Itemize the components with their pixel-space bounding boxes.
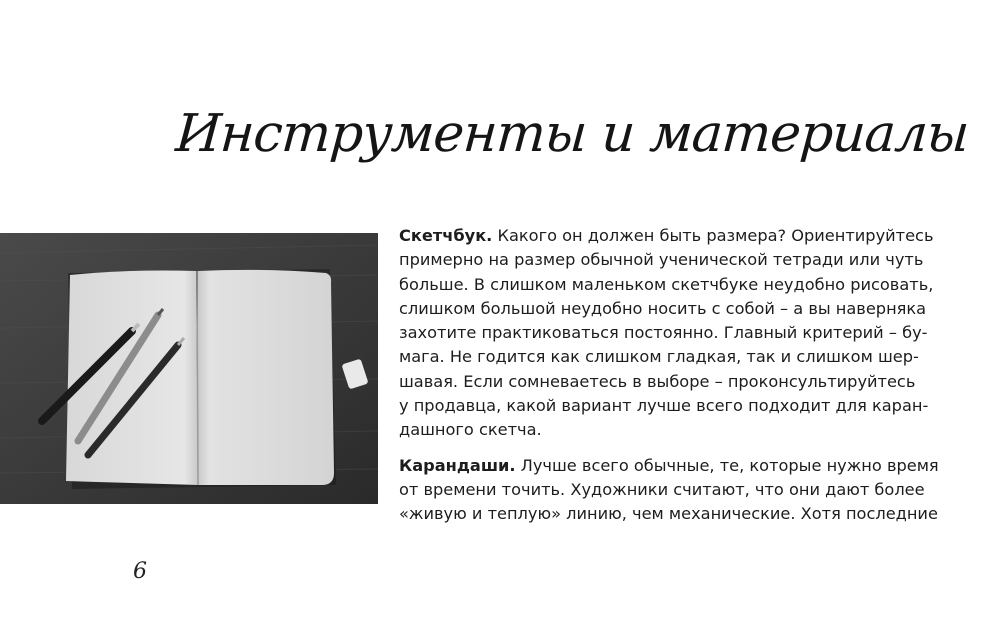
text-line: примерно на размер обычной ученической тетради или чуть	[399, 250, 924, 270]
text-line: больше. В слишком маленьком скетчбуке неудобно рисовать,	[399, 274, 934, 294]
text-line: шавая. Если сомневаетесь в выборе – проконсультируйтесь	[399, 371, 916, 391]
text-line: дашного скетча.	[399, 420, 542, 440]
text-line: «живую и теплую» линию, чем механические. Хотя последние	[399, 504, 938, 524]
term-pencils: Карандаши.	[399, 455, 516, 475]
text-line: Карандаши. Лучше всего обычные, те, которые нужно время	[399, 455, 939, 475]
page-number: 6	[133, 559, 147, 584]
text-line: у продавца, какой вариант лучше всего подходит для каран-	[399, 396, 929, 416]
text-line: от времени точить. Художники считают, что они дают более	[399, 479, 925, 499]
body-text	[399, 224, 939, 538]
text-line: слишком большой неудобно носить с собой – а вы наверняка	[399, 298, 927, 318]
text-line: Скетчбук. Какого он должен быть размера? Ориентируйтесь	[399, 226, 934, 245]
notebook-photo	[0, 233, 378, 504]
text-line: захотите практиковаться постоянно. Главный критерий – бу-	[399, 323, 928, 343]
paragraph-sketchbook	[399, 224, 934, 443]
paragraph-pencils	[399, 454, 939, 527]
text-line: мага. Не годится как слишком гладкая, так и слишком шер-	[399, 347, 919, 367]
page-title: Инструменты и материалы	[173, 104, 971, 164]
term-sketchbook: Скетчбук.	[399, 226, 493, 245]
